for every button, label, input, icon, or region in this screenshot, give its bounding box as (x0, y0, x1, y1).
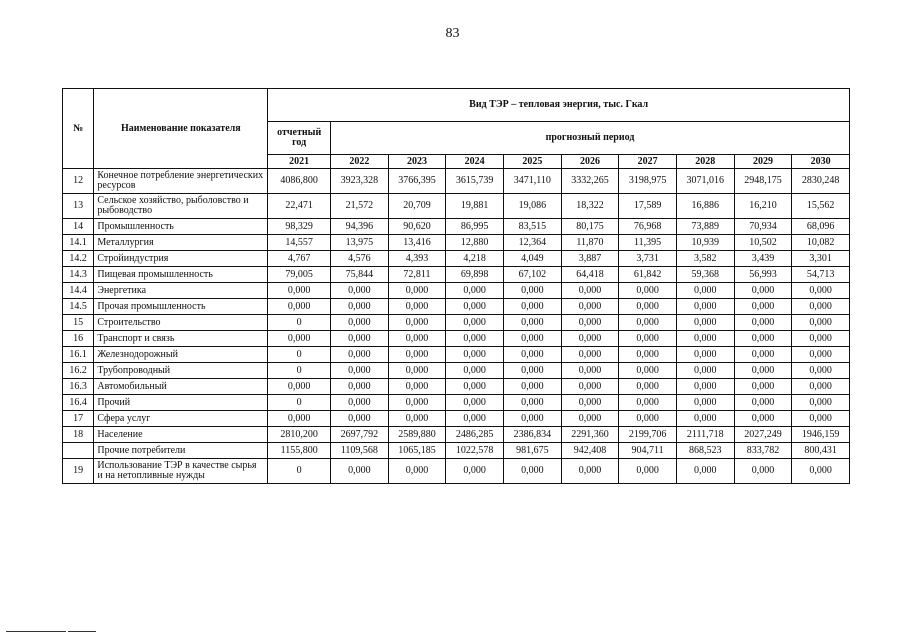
row-value: 0,000 (792, 395, 850, 411)
row-name: Железнодорожный (94, 347, 268, 363)
table-row (63, 459, 850, 484)
row-value: 3766,395 (388, 169, 446, 194)
row-value: 90,620 (388, 219, 446, 235)
row-name: Транспорт и связь (94, 331, 268, 347)
row-value: 4086,800 (268, 169, 331, 194)
row-value: 2589,880 (388, 427, 446, 443)
row-value: 0,000 (676, 299, 734, 315)
row-value: 0,000 (734, 459, 792, 484)
row-value: 16,210 (734, 194, 792, 219)
table-body (63, 169, 850, 484)
row-number: 14.3 (63, 267, 94, 283)
row-value: 18,322 (561, 194, 619, 219)
row-value: 0,000 (676, 395, 734, 411)
row-name: Автомобильный (94, 379, 268, 395)
row-value: 0,000 (503, 283, 561, 299)
row-name: Прочая промышленность (94, 299, 268, 315)
row-value: 76,968 (619, 219, 677, 235)
row-value: 3923,328 (331, 169, 389, 194)
row-value: 0,000 (268, 379, 331, 395)
row-value: 72,811 (388, 267, 446, 283)
row-value: 0,000 (268, 331, 331, 347)
row-value: 0 (268, 363, 331, 379)
row-value: 0,000 (388, 459, 446, 484)
row-value: 0,000 (676, 347, 734, 363)
row-value: 86,995 (446, 219, 504, 235)
row-number: 14.1 (63, 235, 94, 251)
row-value: 0,000 (676, 411, 734, 427)
row-value: 0,000 (734, 379, 792, 395)
page-number: 83 (445, 26, 460, 41)
row-value: 83,515 (503, 219, 561, 235)
row-value: 800,431 (792, 443, 850, 459)
row-value: 13,416 (388, 235, 446, 251)
row-number: 16.4 (63, 395, 94, 411)
row-value: 0,000 (792, 363, 850, 379)
row-value: 0,000 (331, 331, 389, 347)
row-value: 4,049 (503, 251, 561, 267)
row-value: 0,000 (734, 411, 792, 427)
row-value: 0,000 (619, 331, 677, 347)
row-value: 0,000 (388, 283, 446, 299)
row-value: 10,939 (676, 235, 734, 251)
row-value: 11,395 (619, 235, 677, 251)
table-row (63, 219, 850, 235)
row-number: 16.1 (63, 347, 94, 363)
header-group: Вид ТЭР – тепловая энергия, тыс. Гкал (268, 89, 850, 122)
row-value: 0,000 (561, 379, 619, 395)
row-value: 0,000 (734, 395, 792, 411)
row-value: 2697,792 (331, 427, 389, 443)
row-value: 0,000 (561, 347, 619, 363)
row-value: 12,364 (503, 235, 561, 251)
row-name: Конечное потребление энергетических ресурсов (94, 169, 268, 194)
bottom-rule (6, 631, 66, 632)
row-name: Прочий (94, 395, 268, 411)
row-value: 67,102 (503, 267, 561, 283)
year-header: 2026 (561, 155, 619, 169)
row-number: 18 (63, 427, 94, 443)
row-value: 0,000 (446, 395, 504, 411)
row-value: 73,889 (676, 219, 734, 235)
row-value: 0,000 (619, 411, 677, 427)
row-value: 0,000 (792, 299, 850, 315)
table-row (63, 267, 850, 283)
row-value: 0,000 (792, 459, 850, 484)
row-value: 4,576 (331, 251, 389, 267)
row-value: 0,000 (676, 283, 734, 299)
energy-table (62, 88, 850, 484)
year-header: 2028 (676, 155, 734, 169)
row-value: 0,000 (446, 411, 504, 427)
row-value: 0 (268, 347, 331, 363)
row-value: 98,329 (268, 219, 331, 235)
row-name: Пищевая промышленность (94, 267, 268, 283)
table-row (63, 251, 850, 267)
row-value: 0,000 (331, 299, 389, 315)
row-number: 14 (63, 219, 94, 235)
row-value: 0,000 (792, 315, 850, 331)
row-name: Использование ТЭР в качестве сырья и на нетопливные нужды (94, 459, 268, 484)
row-value: 3,301 (792, 251, 850, 267)
row-value: 0,000 (561, 411, 619, 427)
row-value: 1946,159 (792, 427, 850, 443)
row-value: 2111,718 (676, 427, 734, 443)
row-value: 19,086 (503, 194, 561, 219)
row-value: 0,000 (619, 459, 677, 484)
row-value: 56,993 (734, 267, 792, 283)
row-number: 14.4 (63, 283, 94, 299)
row-name: Сфера услуг (94, 411, 268, 427)
row-value: 2386,834 (503, 427, 561, 443)
row-value: 0,000 (388, 379, 446, 395)
row-value: 0,000 (561, 395, 619, 411)
row-value: 0,000 (331, 379, 389, 395)
row-value: 0,000 (561, 283, 619, 299)
row-value: 0,000 (734, 315, 792, 331)
row-value: 0,000 (792, 331, 850, 347)
row-value: 2199,706 (619, 427, 677, 443)
row-value: 0,000 (388, 315, 446, 331)
row-value: 1022,578 (446, 443, 504, 459)
row-value: 0,000 (388, 299, 446, 315)
row-value: 13,975 (331, 235, 389, 251)
year-header: 2024 (446, 155, 504, 169)
row-value: 2948,175 (734, 169, 792, 194)
row-value: 19,881 (446, 194, 504, 219)
row-name: Промышленность (94, 219, 268, 235)
row-value: 0,000 (503, 411, 561, 427)
row-value: 1109,568 (331, 443, 389, 459)
row-value: 69,898 (446, 267, 504, 283)
row-value: 3615,739 (446, 169, 504, 194)
row-value: 3332,265 (561, 169, 619, 194)
row-value: 0,000 (619, 299, 677, 315)
row-value: 4,218 (446, 251, 504, 267)
row-value: 3,582 (676, 251, 734, 267)
row-value: 942,408 (561, 443, 619, 459)
row-value: 0,000 (331, 459, 389, 484)
row-value: 10,502 (734, 235, 792, 251)
row-value: 20,709 (388, 194, 446, 219)
row-value: 0,000 (446, 283, 504, 299)
row-value: 0,000 (561, 459, 619, 484)
year-header: 2025 (503, 155, 561, 169)
table-row (63, 443, 850, 459)
row-number: 12 (63, 169, 94, 194)
row-value: 22,471 (268, 194, 331, 219)
row-value: 0,000 (619, 395, 677, 411)
row-value: 0,000 (331, 315, 389, 331)
row-value: 3,731 (619, 251, 677, 267)
row-value: 0,000 (446, 459, 504, 484)
row-value: 0,000 (503, 299, 561, 315)
table-row (63, 331, 850, 347)
table-row (63, 235, 850, 251)
row-value: 80,175 (561, 219, 619, 235)
table-row (63, 427, 850, 443)
table-row (63, 315, 850, 331)
row-value: 0,000 (446, 299, 504, 315)
row-value: 0,000 (561, 331, 619, 347)
row-name: Прочие потребители (94, 443, 268, 459)
table-row (63, 379, 850, 395)
row-value: 0,000 (734, 347, 792, 363)
row-value: 0 (268, 459, 331, 484)
year-header: 2022 (331, 155, 389, 169)
row-number: 14.5 (63, 299, 94, 315)
bottom-rule-2 (68, 631, 96, 632)
row-value: 0,000 (446, 315, 504, 331)
table-row (63, 363, 850, 379)
row-value: 2027,249 (734, 427, 792, 443)
row-value: 3198,975 (619, 169, 677, 194)
row-value: 0,000 (619, 379, 677, 395)
row-value: 0,000 (734, 331, 792, 347)
row-value: 0,000 (446, 379, 504, 395)
row-value: 3071,016 (676, 169, 734, 194)
row-value: 0,000 (503, 363, 561, 379)
row-value: 59,368 (676, 267, 734, 283)
row-value: 0,000 (676, 331, 734, 347)
year-header: 2027 (619, 155, 677, 169)
row-value: 0,000 (503, 315, 561, 331)
row-value: 0,000 (619, 283, 677, 299)
row-value: 94,396 (331, 219, 389, 235)
row-value: 0,000 (676, 379, 734, 395)
row-number (63, 443, 94, 459)
row-value: 0,000 (446, 347, 504, 363)
table-row (63, 395, 850, 411)
row-name: Строительство (94, 315, 268, 331)
row-value: 2810,200 (268, 427, 331, 443)
row-value: 0,000 (561, 299, 619, 315)
row-value: 2486,285 (446, 427, 504, 443)
row-value: 3471,110 (503, 169, 561, 194)
header-forecast: прогнозный период (331, 122, 850, 155)
row-value: 0,000 (268, 299, 331, 315)
table-row (63, 411, 850, 427)
row-value: 75,844 (331, 267, 389, 283)
header-no: № (63, 89, 94, 169)
row-value: 0,000 (619, 363, 677, 379)
row-number: 14.2 (63, 251, 94, 267)
row-value: 0,000 (331, 283, 389, 299)
row-value: 0,000 (268, 283, 331, 299)
year-header: 2030 (792, 155, 850, 169)
row-value: 1065,185 (388, 443, 446, 459)
row-value: 0,000 (388, 347, 446, 363)
row-value: 0,000 (734, 299, 792, 315)
row-value: 0,000 (503, 459, 561, 484)
row-value: 0,000 (792, 411, 850, 427)
row-value: 0,000 (503, 379, 561, 395)
row-value: 0,000 (388, 395, 446, 411)
year-header: 2023 (388, 155, 446, 169)
row-value: 904,711 (619, 443, 677, 459)
row-value: 0,000 (676, 459, 734, 484)
header-name: Наименование показателя (94, 89, 268, 169)
row-value: 17,589 (619, 194, 677, 219)
row-value: 0,000 (388, 363, 446, 379)
row-number: 16.3 (63, 379, 94, 395)
row-name: Трубопроводный (94, 363, 268, 379)
row-value: 0 (268, 395, 331, 411)
row-name: Население (94, 427, 268, 443)
header-report-year: отчетный год (268, 122, 331, 155)
table-row (63, 299, 850, 315)
row-value: 0,000 (446, 331, 504, 347)
row-name: Энергетика (94, 283, 268, 299)
row-value: 16,886 (676, 194, 734, 219)
row-value: 0,000 (268, 411, 331, 427)
row-number: 17 (63, 411, 94, 427)
table-row (63, 347, 850, 363)
row-value: 68,096 (792, 219, 850, 235)
row-value: 79,005 (268, 267, 331, 283)
row-value: 0,000 (676, 315, 734, 331)
row-value: 0,000 (446, 363, 504, 379)
year-header: 2029 (734, 155, 792, 169)
row-value: 4,767 (268, 251, 331, 267)
row-value: 0,000 (388, 331, 446, 347)
row-value: 833,782 (734, 443, 792, 459)
row-value: 868,523 (676, 443, 734, 459)
row-value: 0,000 (619, 315, 677, 331)
row-value: 61,842 (619, 267, 677, 283)
row-value: 0,000 (792, 379, 850, 395)
row-value: 0,000 (619, 347, 677, 363)
table-row (63, 194, 850, 219)
row-value: 0,000 (331, 395, 389, 411)
year-header: 2021 (268, 155, 331, 169)
row-value: 0,000 (503, 395, 561, 411)
row-value: 10,082 (792, 235, 850, 251)
row-value: 0,000 (331, 411, 389, 427)
row-number: 13 (63, 194, 94, 219)
row-value: 4,393 (388, 251, 446, 267)
row-value: 0,000 (676, 363, 734, 379)
row-value: 54,713 (792, 267, 850, 283)
row-number: 15 (63, 315, 94, 331)
row-value: 12,880 (446, 235, 504, 251)
row-value: 0,000 (503, 331, 561, 347)
table-row (63, 169, 850, 194)
row-value: 15,562 (792, 194, 850, 219)
row-value: 11,870 (561, 235, 619, 251)
row-value: 0,000 (503, 347, 561, 363)
row-value: 64,418 (561, 267, 619, 283)
row-value: 0,000 (331, 347, 389, 363)
row-value: 0 (268, 315, 331, 331)
row-value: 70,934 (734, 219, 792, 235)
row-name: Сельское хозяйство, рыболовство и рыбоводство (94, 194, 268, 219)
row-value: 0,000 (734, 283, 792, 299)
row-number: 16 (63, 331, 94, 347)
row-value: 0,000 (331, 363, 389, 379)
row-value: 981,675 (503, 443, 561, 459)
row-name: Металлургия (94, 235, 268, 251)
row-value: 2291,360 (561, 427, 619, 443)
row-value: 21,572 (331, 194, 389, 219)
row-value: 14,557 (268, 235, 331, 251)
row-value: 1155,800 (268, 443, 331, 459)
table-row (63, 283, 850, 299)
row-value: 0,000 (792, 347, 850, 363)
row-name: Стройиндустрия (94, 251, 268, 267)
row-number: 19 (63, 459, 94, 484)
row-value: 0,000 (792, 283, 850, 299)
row-value: 0,000 (561, 315, 619, 331)
row-value: 0,000 (388, 411, 446, 427)
row-value: 0,000 (734, 363, 792, 379)
row-value: 2830,248 (792, 169, 850, 194)
row-value: 3,887 (561, 251, 619, 267)
row-value: 3,439 (734, 251, 792, 267)
row-number: 16.2 (63, 363, 94, 379)
row-value: 0,000 (561, 363, 619, 379)
